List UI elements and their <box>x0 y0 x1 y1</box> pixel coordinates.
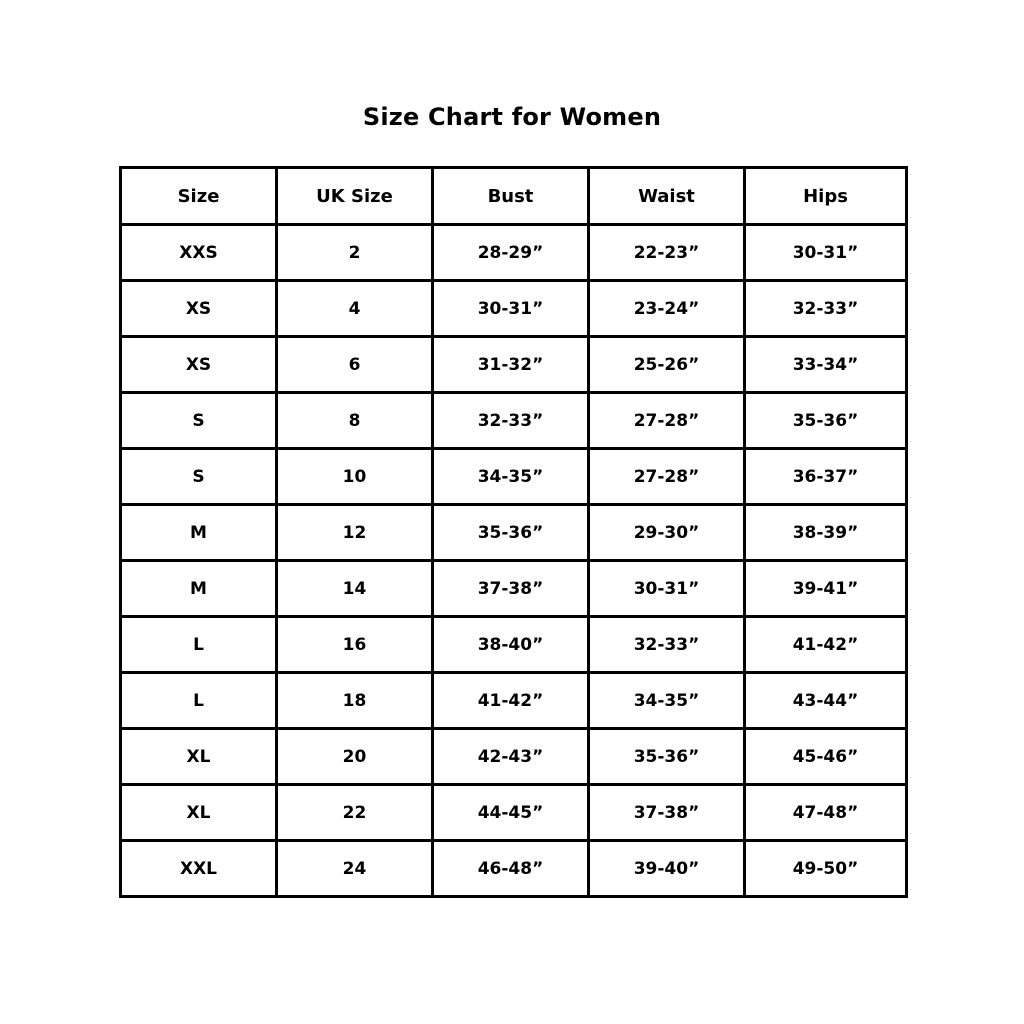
cell-waist: 22-23” <box>589 225 745 281</box>
cell-hips: 32-33” <box>745 281 907 337</box>
column-header-bust: Bust <box>433 168 589 225</box>
cell-bust: 46-48” <box>433 841 589 897</box>
cell-bust: 35-36” <box>433 505 589 561</box>
cell-size: XS <box>121 337 277 393</box>
cell-waist: 32-33” <box>589 617 745 673</box>
cell-uk-size: 8 <box>277 393 433 449</box>
table-row <box>121 729 907 785</box>
cell-bust: 44-45” <box>433 785 589 841</box>
cell-uk-size: 6 <box>277 337 433 393</box>
table-row <box>121 841 907 897</box>
cell-bust: 41-42” <box>433 673 589 729</box>
table-body <box>121 225 907 897</box>
column-header-waist: Waist <box>589 168 745 225</box>
cell-size: S <box>121 449 277 505</box>
page-title: Size Chart for Women <box>362 103 662 131</box>
cell-bust: 28-29” <box>433 225 589 281</box>
cell-waist: 27-28” <box>589 393 745 449</box>
cell-hips: 47-48” <box>745 785 907 841</box>
cell-waist: 39-40” <box>589 841 745 897</box>
cell-hips: 43-44” <box>745 673 907 729</box>
cell-size: XL <box>121 729 277 785</box>
table-row <box>121 225 907 281</box>
cell-uk-size: 20 <box>277 729 433 785</box>
cell-hips: 33-34” <box>745 337 907 393</box>
column-header-size: Size <box>121 168 277 225</box>
cell-waist: 30-31” <box>589 561 745 617</box>
cell-uk-size: 2 <box>277 225 433 281</box>
cell-waist: 37-38” <box>589 785 745 841</box>
table-row <box>121 393 907 449</box>
table-row <box>121 561 907 617</box>
cell-waist: 34-35” <box>589 673 745 729</box>
cell-size: XXL <box>121 841 277 897</box>
table-row <box>121 505 907 561</box>
cell-hips: 38-39” <box>745 505 907 561</box>
cell-size: XXS <box>121 225 277 281</box>
cell-size: M <box>121 505 277 561</box>
cell-hips: 35-36” <box>745 393 907 449</box>
cell-size: L <box>121 617 277 673</box>
cell-hips: 30-31” <box>745 225 907 281</box>
table-row <box>121 449 907 505</box>
cell-hips: 49-50” <box>745 841 907 897</box>
cell-hips: 39-41” <box>745 561 907 617</box>
table-header <box>121 168 907 225</box>
cell-hips: 36-37” <box>745 449 907 505</box>
column-header-uk-size: UK Size <box>277 168 433 225</box>
cell-uk-size: 14 <box>277 561 433 617</box>
cell-size: XL <box>121 785 277 841</box>
cell-bust: 34-35” <box>433 449 589 505</box>
size-chart-table-container <box>119 166 905 898</box>
cell-hips: 41-42” <box>745 617 907 673</box>
cell-size: S <box>121 393 277 449</box>
cell-waist: 25-26” <box>589 337 745 393</box>
table-row <box>121 617 907 673</box>
cell-bust: 31-32” <box>433 337 589 393</box>
cell-bust: 37-38” <box>433 561 589 617</box>
column-header-hips: Hips <box>745 168 907 225</box>
cell-uk-size: 22 <box>277 785 433 841</box>
size-chart-table <box>119 166 908 898</box>
cell-hips: 45-46” <box>745 729 907 785</box>
cell-bust: 42-43” <box>433 729 589 785</box>
cell-uk-size: 12 <box>277 505 433 561</box>
table-header-row <box>121 168 907 225</box>
cell-waist: 29-30” <box>589 505 745 561</box>
table-row <box>121 785 907 841</box>
cell-waist: 27-28” <box>589 449 745 505</box>
cell-uk-size: 4 <box>277 281 433 337</box>
cell-size: M <box>121 561 277 617</box>
cell-uk-size: 18 <box>277 673 433 729</box>
cell-bust: 32-33” <box>433 393 589 449</box>
cell-bust: 38-40” <box>433 617 589 673</box>
cell-waist: 23-24” <box>589 281 745 337</box>
cell-uk-size: 24 <box>277 841 433 897</box>
cell-uk-size: 16 <box>277 617 433 673</box>
table-row <box>121 281 907 337</box>
cell-bust: 30-31” <box>433 281 589 337</box>
table-row <box>121 673 907 729</box>
cell-waist: 35-36” <box>589 729 745 785</box>
cell-size: L <box>121 673 277 729</box>
table-row <box>121 337 907 393</box>
cell-uk-size: 10 <box>277 449 433 505</box>
cell-size: XS <box>121 281 277 337</box>
